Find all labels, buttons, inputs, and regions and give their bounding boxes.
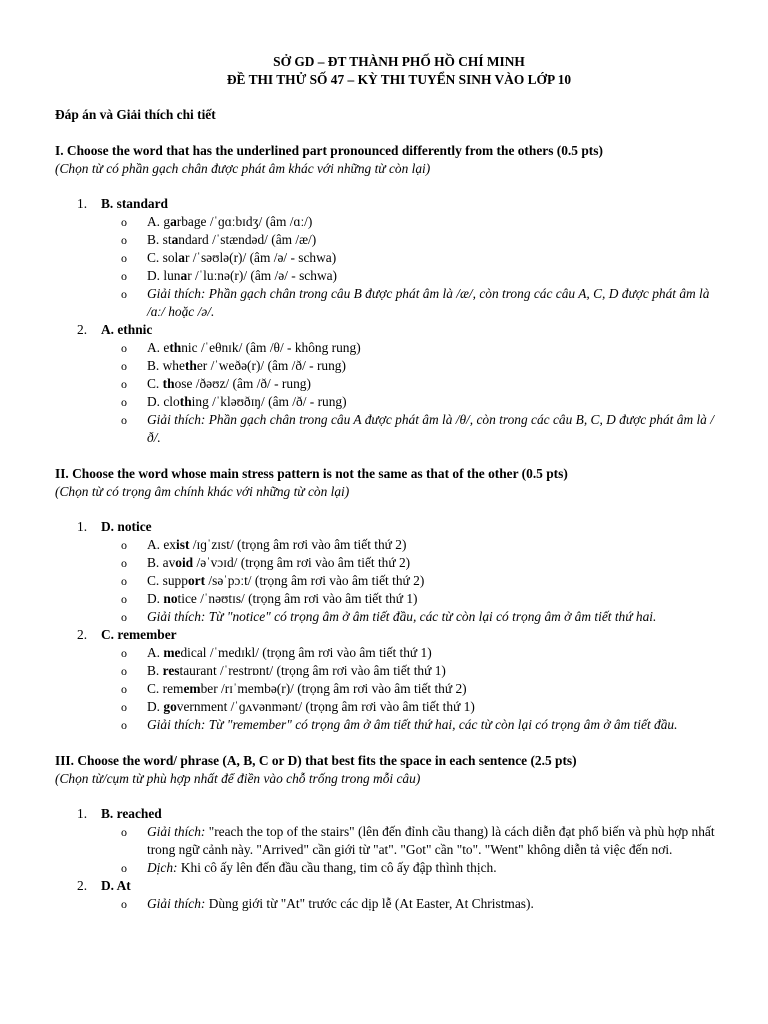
option-item [101, 339, 715, 357]
option-text: A. g [147, 214, 171, 229]
bullet-icon: o [121, 861, 127, 875]
header-line-2: ĐỀ THI THỬ SỐ 47 – KỲ THI TUYỂN SINH VÀO LỚP 10 [226, 72, 572, 87]
explanation-label: Giải thích: [147, 896, 206, 911]
option-text: ose /ðəʊz/ (âm /ð/ - rung) [174, 376, 311, 391]
option-item [101, 357, 715, 375]
option-item [101, 698, 715, 716]
section-note: (Chọn từ có trọng âm chính khác với những từ còn lại) [55, 484, 350, 499]
option-item [101, 231, 715, 249]
bullet-icon: o [121, 341, 127, 355]
bullet-icon: o [121, 682, 127, 696]
explanation-text: Giải thích: Từ "notice" có trọng âm ở âm tiết đầu, các từ còn lại có trọng âm ở âm tiết thứ hai. [147, 609, 657, 624]
question-item [55, 877, 715, 913]
option-underlined: a [180, 268, 188, 283]
option-underlined: a [178, 250, 185, 265]
explanation-text: "reach the top of the stairs" (lên đến đỉnh cầu thang) là cách diễn đạt phổ biến và phù hợp nhất trong ngữ cảnh này. "Arrived" cần giới từ "at". "Got" cần "to". "Went" không diễn tả việc đến nơi. [147, 824, 715, 857]
question-item [55, 805, 715, 877]
question-item [55, 321, 715, 447]
header-line-1: SỞ GD – ĐT THÀNH PHỐ HỒ CHÍ MINH [273, 54, 525, 69]
explanation-label: Giải thích: [147, 824, 206, 839]
explanation-text: Giải thích: Từ "remember" có trọng âm ở âm tiết thứ hai, các từ còn lại có trọng âm ở âm tiết đầu. [147, 717, 678, 732]
option-text: B. av [147, 555, 176, 570]
bullet-icon: o [121, 413, 127, 427]
option-text: nic /ˈeθnɪk/ (âm /θ/ - không rung) [181, 340, 361, 355]
option-stressed: oid [175, 555, 194, 570]
option-list [101, 823, 715, 877]
bullet-icon: o [121, 269, 127, 283]
section-1 [55, 142, 715, 447]
option-text: ber /rɪˈmembə(r)/ (trọng âm rơi vào âm tiết thứ 2) [200, 681, 467, 696]
question-item [55, 195, 715, 321]
option-text: C. [147, 376, 163, 391]
bullet-icon: o [121, 287, 127, 301]
explanation-text: Giải thích: Phần gạch chân trong câu B được phát âm là /æ/, còn trong các câu A, C, D được phát âm là /ɑː/ hoặc /ə/. [147, 286, 710, 319]
bullet-icon: o [121, 359, 127, 373]
option-text: rbage /ˈɡɑːbɪdʒ/ (âm /ɑː/) [176, 214, 313, 229]
option-text: B. whe [147, 358, 185, 373]
option-text: C. rem [147, 681, 184, 696]
option-stressed: ort [187, 573, 206, 588]
option-item [101, 536, 715, 554]
translation-text: Khi cô ấy lên đến đầu cầu thang, tim cô ấy đập thình thịch. [177, 860, 497, 875]
option-item [101, 393, 715, 411]
question-number: 1. [77, 806, 88, 821]
option-underlined: a [171, 232, 179, 247]
question-number: 1. [77, 196, 88, 211]
option-list [101, 895, 715, 913]
bullet-icon: o [121, 718, 127, 732]
option-text: B. st [147, 232, 172, 247]
option-text: vernment /ˈɡʌvənmənt/ (trọng âm rơi vào âm tiết thứ 1) [176, 699, 475, 714]
bullet-icon: o [121, 556, 127, 570]
question-answer: B. reached [101, 806, 162, 821]
option-text: ing /ˈkləʊðɪŋ/ (âm /ð/ - rung) [191, 394, 347, 409]
question-number: 2. [77, 322, 88, 337]
option-text: C. sol [147, 250, 179, 265]
bullet-icon: o [121, 700, 127, 714]
explanation-item [101, 285, 715, 321]
bullet-icon: o [121, 592, 127, 606]
section-3 [55, 752, 715, 913]
translation-item [101, 859, 715, 877]
option-text: ndard /ˈstændəd/ (âm /æ/) [178, 232, 317, 247]
option-text: tice /ˈnəʊtɪs/ (trọng âm rơi vào âm tiết thứ 1) [177, 591, 418, 606]
option-stressed: ist [176, 537, 190, 552]
explanation-item [101, 411, 715, 447]
option-underlined: a [170, 214, 177, 229]
explanation-text: Dùng giới từ "At" trước các dịp lễ (At Easter, At Christmas). [205, 896, 534, 911]
option-list [101, 213, 715, 321]
option-item [101, 644, 715, 662]
section-title: II. Choose the word whose main stress pattern is not the same as that of the other (0.5 pts) [55, 466, 568, 481]
option-underlined: th [179, 394, 192, 409]
option-underlined: th [169, 340, 182, 355]
option-item [101, 213, 715, 231]
explanation-item [101, 716, 715, 734]
option-stressed: me [163, 645, 181, 660]
document-page [55, 53, 715, 913]
option-list [101, 339, 715, 447]
option-text: D. clo [147, 394, 180, 409]
option-stressed: no [163, 591, 178, 606]
question-list [55, 518, 715, 734]
option-item [101, 680, 715, 698]
question-answer: A. ethnic [101, 322, 153, 337]
bullet-icon: o [121, 233, 127, 247]
option-text: A. ex [147, 537, 177, 552]
option-text: D. [147, 591, 164, 606]
option-text: /səˈpɔːt/ (trọng âm rơi vào âm tiết thứ 2) [205, 573, 425, 588]
bullet-icon: o [121, 897, 127, 911]
option-text: r /ˈsəʊlə(r)/ (âm /ə/ - schwa) [184, 250, 337, 265]
question-item [55, 626, 715, 734]
option-list [101, 644, 715, 734]
option-text: A. e [147, 340, 170, 355]
explanation-text: Giải thích: Phần gạch chân trong câu A được phát âm là /θ/, còn trong các câu B, C, D được phát âm là /ð/. [147, 412, 714, 445]
question-answer: D. At [101, 878, 131, 893]
option-text: taurant /ˈrestrɒnt/ (trọng âm rơi vào âm tiết thứ 1) [179, 663, 446, 678]
bullet-icon: o [121, 215, 127, 229]
option-item [101, 554, 715, 572]
option-stressed: em [183, 681, 201, 696]
question-answer: D. notice [101, 519, 152, 534]
option-underlined: th [184, 358, 197, 373]
option-item [101, 249, 715, 267]
option-underlined: th [162, 376, 175, 391]
option-item [101, 375, 715, 393]
option-text: D. lun [147, 268, 181, 283]
question-item [55, 518, 715, 626]
option-stressed: res [162, 663, 180, 678]
bullet-icon: o [121, 825, 127, 839]
question-number: 2. [77, 878, 88, 893]
bullet-icon: o [121, 574, 127, 588]
bullet-icon: o [121, 377, 127, 391]
bullet-icon: o [121, 395, 127, 409]
question-number: 2. [77, 627, 88, 642]
option-item [101, 572, 715, 590]
option-item [101, 662, 715, 680]
option-text: A. [147, 645, 164, 660]
section-note: (Chọn từ/cụm từ phù hợp nhất để điền vào chỗ trống trong mỗi câu) [55, 771, 421, 786]
section-title: III. Choose the word/ phrase (A, B, C or D) that best fits the space in each sentence (2.5 pts) [55, 753, 577, 768]
question-answer: B. standard [101, 196, 168, 211]
option-list [101, 536, 715, 626]
option-text: D. [147, 699, 164, 714]
option-text: dical /ˈmedɪkl/ (trọng âm rơi vào âm tiết thứ 1) [180, 645, 432, 660]
bullet-icon: o [121, 251, 127, 265]
section-title: I. Choose the word that has the underlined part pronounced differently from the others (0.5 pts) [55, 143, 603, 158]
question-number: 1. [77, 519, 88, 534]
bullet-icon: o [121, 610, 127, 624]
bullet-icon: o [121, 664, 127, 678]
bullet-icon: o [121, 538, 127, 552]
option-text: er /ˈweðə(r)/ (âm /ð/ - rung) [196, 358, 346, 373]
option-text: B. [147, 663, 163, 678]
translation-label: Dịch: [147, 860, 178, 875]
option-text: /ɪɡˈzɪst/ (trọng âm rơi vào âm tiết thứ 2) [189, 537, 407, 552]
section-2 [55, 465, 715, 734]
bullet-icon: o [121, 646, 127, 660]
explanation-item [101, 823, 715, 859]
option-text: C. supp [147, 573, 188, 588]
option-item [101, 590, 715, 608]
option-stressed: go [163, 699, 177, 714]
option-item [101, 267, 715, 285]
explanation-item [101, 895, 715, 913]
document-subtitle: Đáp án và Giải thích chi tiết [55, 107, 216, 122]
document-header [83, 53, 715, 89]
option-text: r /ˈluːnə(r)/ (âm /ə/ - schwa) [187, 268, 338, 283]
question-list [55, 805, 715, 913]
question-answer: C. remember [101, 627, 177, 642]
question-list [55, 195, 715, 447]
option-text: /əˈvɔɪd/ (trọng âm rơi vào âm tiết thứ 2) [193, 555, 411, 570]
section-note: (Chọn từ có phần gạch chân được phát âm khác với những từ còn lại) [55, 161, 431, 176]
explanation-item [101, 608, 715, 626]
